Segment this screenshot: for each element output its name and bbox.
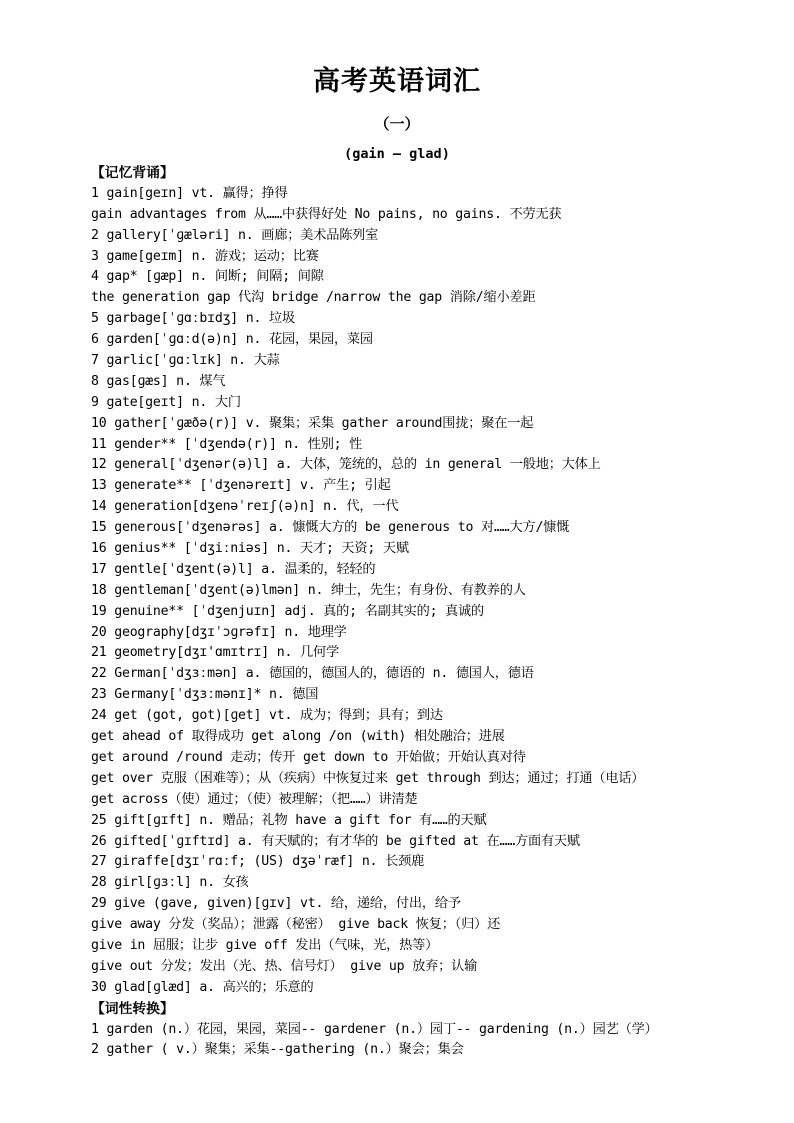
vocab-line: 20 geography[dʒɪˈɔɡrəfɪ] n. 地理学 — [91, 624, 347, 640]
vocab-line: 17 gentle[ˈdʒent(ə)l] a. 温柔的，轻轻的 — [91, 561, 376, 577]
vocab-line: 27 giraffe[dʒɪˈrɑːf; (US) dʒəˈræf] n. 长颈鹿 — [91, 854, 425, 870]
vocab-line: 30 glad[ɡlæd] a. 高兴的；乐意的 — [91, 979, 314, 995]
vocab-line: 9 gate[geɪt] n. 大门 — [91, 394, 241, 410]
vocab-line: 25 gift[ɡɪft] n. 赠品；礼物 have a gift for 有……的天赋 — [91, 812, 487, 828]
conversion-line: 2 gather ( v.）聚集；采集--gathering (n.）聚会；集会 — [91, 1042, 464, 1058]
vocab-line: 6 garden[ˈɡɑːd(ə)n] n. 花园，果园，菜园 — [91, 332, 373, 348]
vocab-line: 7 garlic[ˈɡɑːlɪk] n. 大蒜 — [91, 353, 280, 369]
vocab-line: 15 generous[ˈdʒenərəs] a. 慷慨大方的 be generous to 对……大方/慷慨 — [91, 520, 570, 536]
vocab-line: get over 克服（困难等）；从（疾病）中恢复过来 get through 到达；通过；打通（电话） — [91, 770, 645, 786]
vocab-line: 24 get (got, got)[ɡet] vt. 成为；得到；具有；到达 — [91, 708, 443, 724]
vocab-line: 3 game[geɪm] n. 游戏；运动；比赛 — [91, 248, 319, 264]
vocab-line: 12 general[ˈdʒenər(ə)l] a. 大体，笼统的，总的 in general 一般地；大体上 — [91, 457, 601, 473]
vocab-line: 28 girl[ɡɜːl] n. 女孩 — [91, 875, 249, 891]
document-title: 高考英语词汇 — [313, 66, 481, 97]
vocab-line: 13 generate** [ˈdʒenəreɪt] v. 产生; 引起 — [91, 478, 391, 494]
vocab-line: 4 gap* [ɡæp] n. 间断; 间隔; 间隙 — [91, 269, 324, 285]
section-heading-conversion: 【词性转换】 — [91, 1000, 174, 1017]
vocab-line: 16 genius** [ˈdʒiːniəs] n. 天才; 天资; 天赋 — [91, 541, 409, 557]
section-heading-memory: 【记忆背诵】 — [91, 165, 174, 181]
vocab-line: 18 gentleman[ˈdʒent(ə)lmən] n. 绅士，先生；有身份、有教养的人 — [91, 582, 526, 598]
vocab-line: 22 German[ˈdʒɜːmən] a. 德国的，德国人的，德语的 n. 德国人，德语 — [91, 666, 534, 682]
vocab-line: 1 gain[geɪn] vt. 赢得；挣得 — [91, 185, 288, 201]
vocab-line: get ahead of 取得成功 get along /on (with) 相处融洽；进展 — [91, 729, 505, 745]
vocab-line: get around /round 走动；传开 get down to 开始做；开始认真对待 — [91, 749, 526, 765]
vocab-line: 23 Germany[ˈdʒɜːmənɪ]* n. 德国 — [91, 687, 319, 703]
vocab-line: give in 屈服；让步 give off 发出（气味，光，热等） — [91, 937, 439, 953]
vocab-line: get across（使）通过；（使）被理解；（把……）讲清楚 — [91, 791, 418, 807]
vocab-line: give away 分发（奖品）；泄露（秘密） give back 恢复；（归）还 — [91, 917, 501, 933]
vocab-line: 29 give (gave, given)[ɡɪv] vt. 给，递给，付出，给予 — [91, 896, 461, 912]
vocab-line: the generation gap 代沟 bridge /narrow the gap 消除/缩小差距 — [91, 290, 536, 306]
vocab-line: 10 gather[ˈɡæðə(r)] v. 聚集；采集 gather around围拢；聚在一起 — [91, 415, 534, 431]
vocabulary-list — [91, 163, 791, 1061]
vocab-line: give out 分发；发出（光、热、信号灯） give up 放弃；认输 — [91, 958, 478, 974]
vocab-line: gain advantages from 从……中获得好处 No pains, no gains. 不劳无获 — [91, 206, 562, 222]
vocab-line: 2 gallery[ˈɡæləri] n. 画廊；美术品陈列室 — [91, 227, 379, 243]
document-subtitle: （一） — [374, 115, 420, 133]
vocab-line: 5 garbage[ˈɡɑːbɪdʒ] n. 垃圾 — [91, 311, 295, 327]
vocab-line: 21 geometry[dʒɪ'ɑmɪtrɪ] n. 几何学 — [91, 645, 339, 661]
vocab-line: 8 gas[ɡæs] n. 煤气 — [91, 373, 226, 389]
vocab-line: 26 gifted[ˈɡɪftɪd] a. 有天赋的；有才华的 be gifted at 在……方面有天赋 — [91, 833, 580, 849]
vocab-line: 14 generation[dʒenəˈreɪʃ(ə)n] n. 代，一代 — [91, 499, 399, 515]
vocab-line: 19 genuine** [ˈdʒenjuɪn] adj. 真的; 名副其实的; 真诚的 — [91, 603, 485, 619]
conversion-line: 1 garden (n.）花园，果园，菜园-- gardener (n.）园丁-- gardening (n.）园艺（学） — [91, 1021, 658, 1037]
vocab-line: 11 gender** [ˈdʒendə(r)] n. 性别; 性 — [91, 436, 363, 452]
word-range: (gain — glad) — [344, 146, 450, 162]
